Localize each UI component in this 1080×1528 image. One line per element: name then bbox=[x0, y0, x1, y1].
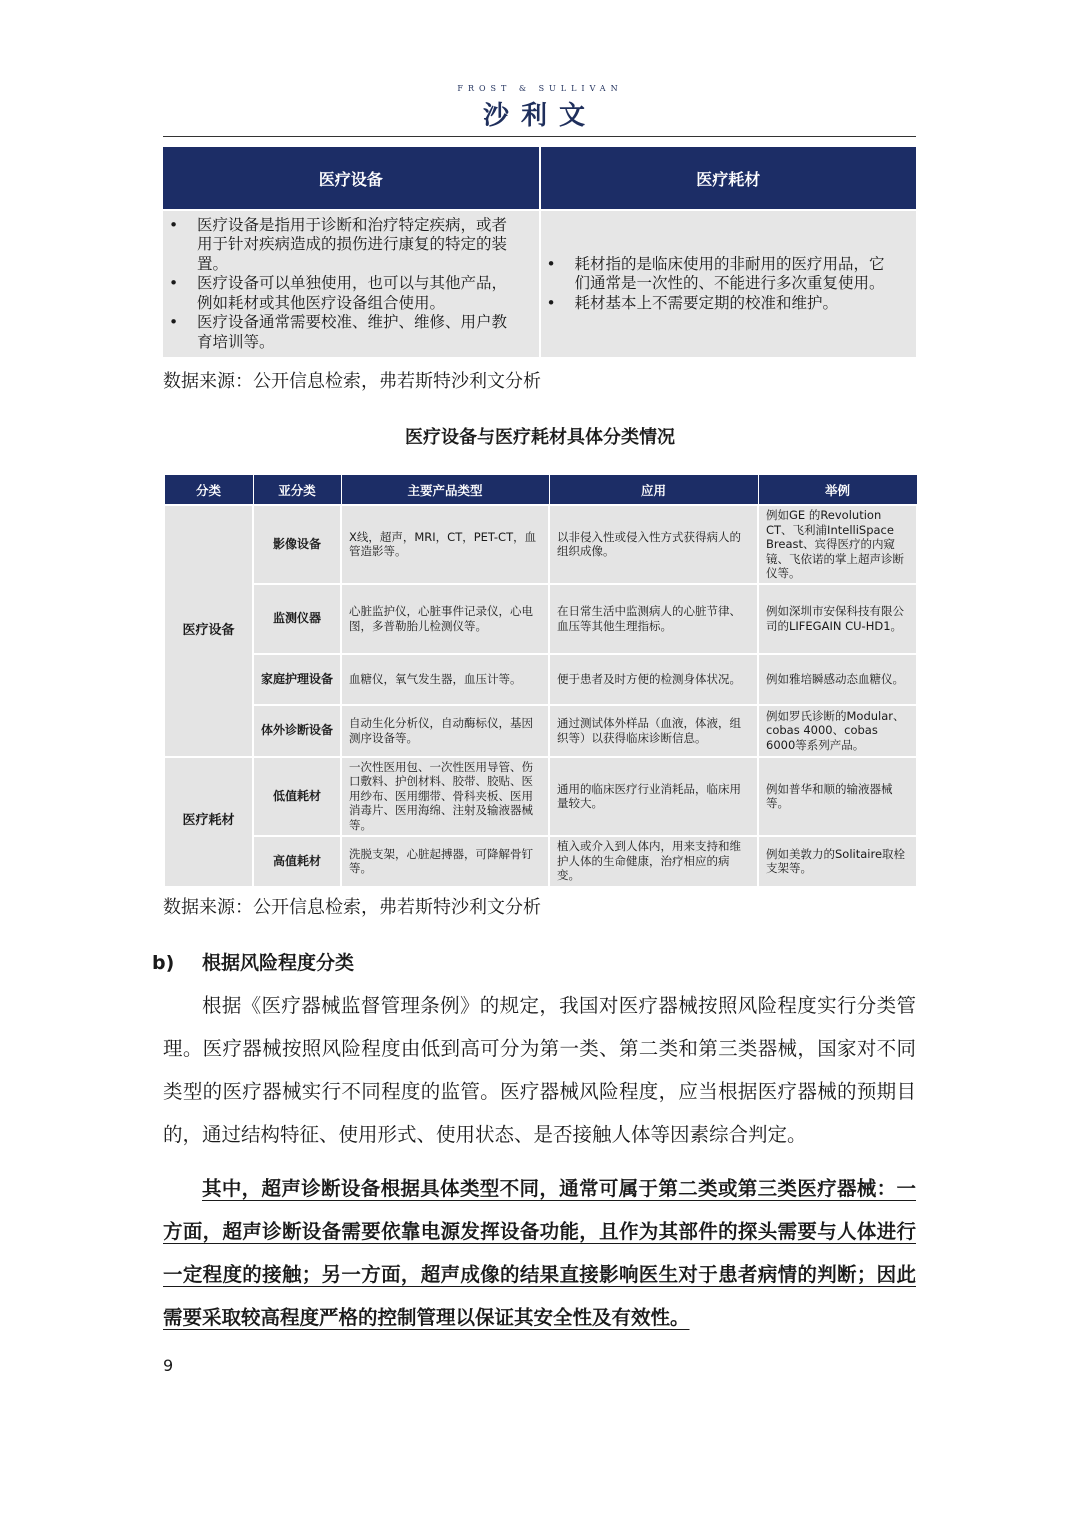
header-divider bbox=[163, 136, 916, 137]
column-header: 分类 bbox=[164, 475, 253, 506]
subcategory-cell: 高值耗材 bbox=[253, 836, 341, 887]
products-cell: 一次性医用包、一次性医用导管、伤口敷料、护创材料、胶带、胶贴、医用纱布、医用绷带、骨科夹板、医用消毒片、医用海绵、注射及输液器械等。 bbox=[341, 757, 549, 836]
example-cell: 例如美敦力的Solitaire取栓支架等。 bbox=[758, 836, 917, 887]
device-bullet: • 医疗设备是指用于诊断和治疗特定疾病，或者用于针对疾病造成的损伤进行康复的特定的装置。 bbox=[197, 216, 521, 275]
comparison-header-consumable: 医疗耗材 bbox=[541, 147, 917, 209]
example-cell: 例如普华和顺的输液器械等。 bbox=[758, 757, 917, 836]
subcategory-cell: 家庭护理设备 bbox=[253, 654, 341, 705]
device-description bbox=[163, 211, 539, 357]
page-number: 9 bbox=[163, 1356, 174, 1375]
classification-table bbox=[163, 474, 918, 888]
category-cell: 医疗设备 bbox=[164, 505, 253, 757]
products-cell: 心脏监护仪，心脏事件记录仪，心电图，多普勒胎儿检测仪等。 bbox=[341, 584, 549, 654]
column-header: 应用 bbox=[549, 475, 758, 506]
consumable-bullet: • 耗材基本上不需要定期的校准和维护。 bbox=[575, 294, 899, 314]
body-paragraph: 根据《医疗器械监督管理条例》的规定，我国对医疗器械按照风险程度实行分类管理。医疗器械按照风险程度由低到高可分为第一类、第二类和第三类器械，国家对不同类型的医疗器械实行不同程度的监管。医疗器械风险程度，应当根据医疗器械的预期目的，通过结构特征、使用形式、使用状态、是否接触人体等因素综合判定。 bbox=[163, 994, 916, 1146]
application-cell: 通过测试体外样品（血液，体液，组织等）以获得临床诊断信息。 bbox=[549, 705, 758, 757]
consumable-description bbox=[541, 211, 917, 357]
table-title: 医疗设备与医疗耗材具体分类情况 bbox=[405, 427, 675, 448]
subcategory-cell: 监测仪器 bbox=[253, 584, 341, 654]
example-cell: 例如深圳市安保科技有限公司的LIFEGAIN CU-HD1。 bbox=[758, 584, 917, 654]
products-cell: 自动生化分析仪，自动酶标仪，基因测序设备等。 bbox=[341, 705, 549, 757]
column-header: 亚分类 bbox=[253, 475, 341, 506]
consumable-bullet: • 耗材指的是临床使用的非耐用的医疗用品，它们通常是一次性的、不能进行多次重复使用。 bbox=[575, 255, 899, 294]
subcategory-cell: 影像设备 bbox=[253, 505, 341, 584]
logo-english: FROST & SULLIVAN bbox=[457, 84, 623, 93]
application-cell: 便于患者及时方便的检测身体状况。 bbox=[549, 654, 758, 705]
device-bullet: • 医疗设备通常需要校准、维护、维修、用户教育培训等。 bbox=[197, 313, 521, 352]
example-cell: 例如雅培瞬感动态血糖仪。 bbox=[758, 654, 917, 705]
example-cell: 例如GE 的Revolution CT、飞利浦IntelliSpace Breast、宾得医疗的内窥镜、飞依诺的掌上超声诊断仪等。 bbox=[758, 505, 917, 584]
application-cell: 通用的临床医疗行业消耗品，临床用量较大。 bbox=[549, 757, 758, 836]
comparison-table bbox=[163, 147, 916, 357]
data-source-note: 数据来源：公开信息检索，弗若斯特沙利文分析 bbox=[163, 371, 541, 392]
emphasized-paragraph: 其中，超声诊断设备根据具体类型不同，通常可属于第二类或第三类医疗器械：一方面，超声诊断设备需要依靠电源发挥设备功能，且作为其部件的探头需要与人体进行一定程度的接触；另一方面，超声成像的结果直接影响医生对于患者病情的判断；因此需要采取较高程度严格的控制管理以保证其安全性及有效性。 bbox=[163, 1177, 916, 1329]
products-cell: 洗脱支架，心脏起搏器，可降解骨钉等。 bbox=[341, 836, 549, 887]
comparison-header-device: 医疗设备 bbox=[163, 147, 539, 209]
example-cell: 例如罗氏诊断的Modular、cobas 4000、cobas 6000等系列产品。 bbox=[758, 705, 917, 757]
data-source-note: 数据来源：公开信息检索，弗若斯特沙利文分析 bbox=[163, 897, 541, 918]
products-cell: 血糖仪，氧气发生器，血压计等。 bbox=[341, 654, 549, 705]
column-header: 主要产品类型 bbox=[341, 475, 549, 506]
category-cell: 医疗耗材 bbox=[164, 757, 253, 887]
application-cell: 以非侵入性或侵入性方式获得病人的组织成像。 bbox=[549, 505, 758, 584]
section-title: 根据风险程度分类 bbox=[202, 952, 355, 974]
subcategory-cell: 体外诊断设备 bbox=[253, 705, 341, 757]
logo-chinese: 沙利文 bbox=[482, 101, 597, 131]
products-cell: X线，超声，MRI，CT，PET-CT，血管造影等。 bbox=[341, 505, 549, 584]
device-bullet: • 医疗设备可以单独使用，也可以与其他产品，例如耗材或其他医疗设备组合使用。 bbox=[197, 274, 521, 313]
section-heading bbox=[152, 948, 354, 975]
subcategory-cell: 低值耗材 bbox=[253, 757, 341, 836]
application-cell: 植入或介入到人体内，用来支持和维护人体的生命健康，治疗相应的病变。 bbox=[549, 836, 758, 887]
application-cell: 在日常生活中监测病人的心脏节律、血压等其他生理指标。 bbox=[549, 584, 758, 654]
frost-sullivan-logo bbox=[0, 84, 1080, 132]
section-number: b) bbox=[152, 952, 175, 974]
column-header: 举例 bbox=[758, 475, 917, 506]
